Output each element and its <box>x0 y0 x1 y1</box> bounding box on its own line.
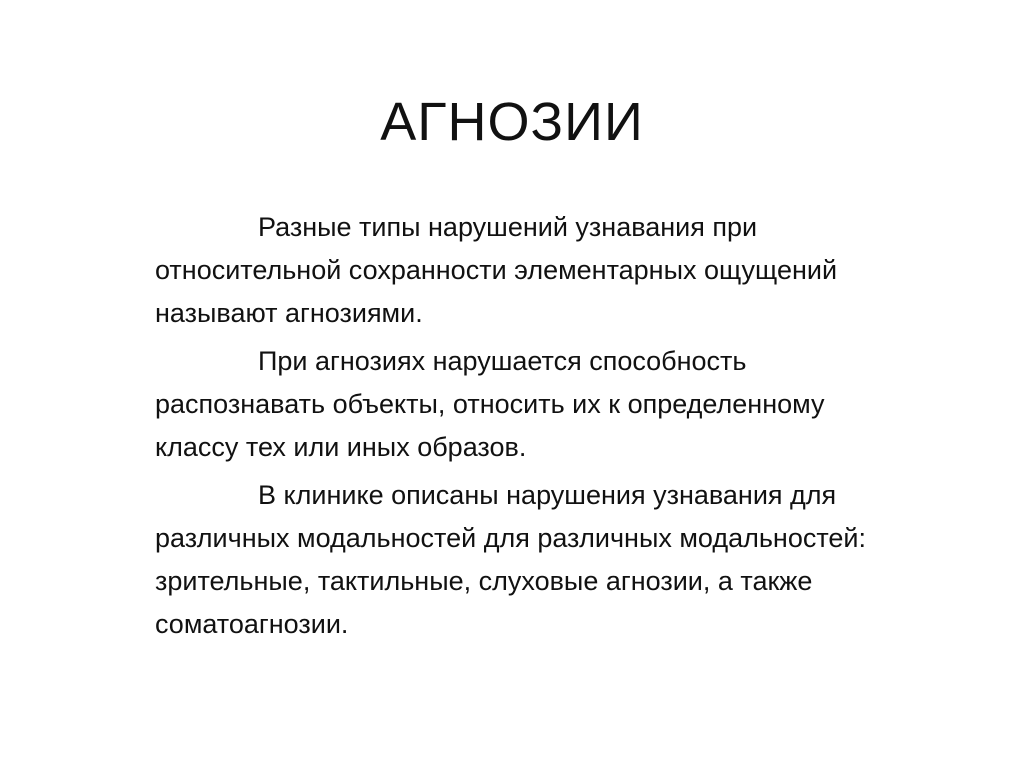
slide-body <box>155 206 875 651</box>
paragraph-clinical-modalities: В клинике описаны нарушения узнавания для различных модальностей для различных модальностей: зрительные, тактильные, слуховые агнозии, а также соматоагнозии. <box>155 480 867 639</box>
paragraph-recognition-ability: При агнозиях нарушается способность распознавать объекты, относить их к определенному классу тех или иных образов. <box>155 346 825 462</box>
paragraph-definition: Разные типы нарушений узнавания при относительной сохранности элементарных ощущений называют агнозиями. <box>155 212 838 328</box>
slide-title: АГНОЗИИ <box>380 92 644 152</box>
